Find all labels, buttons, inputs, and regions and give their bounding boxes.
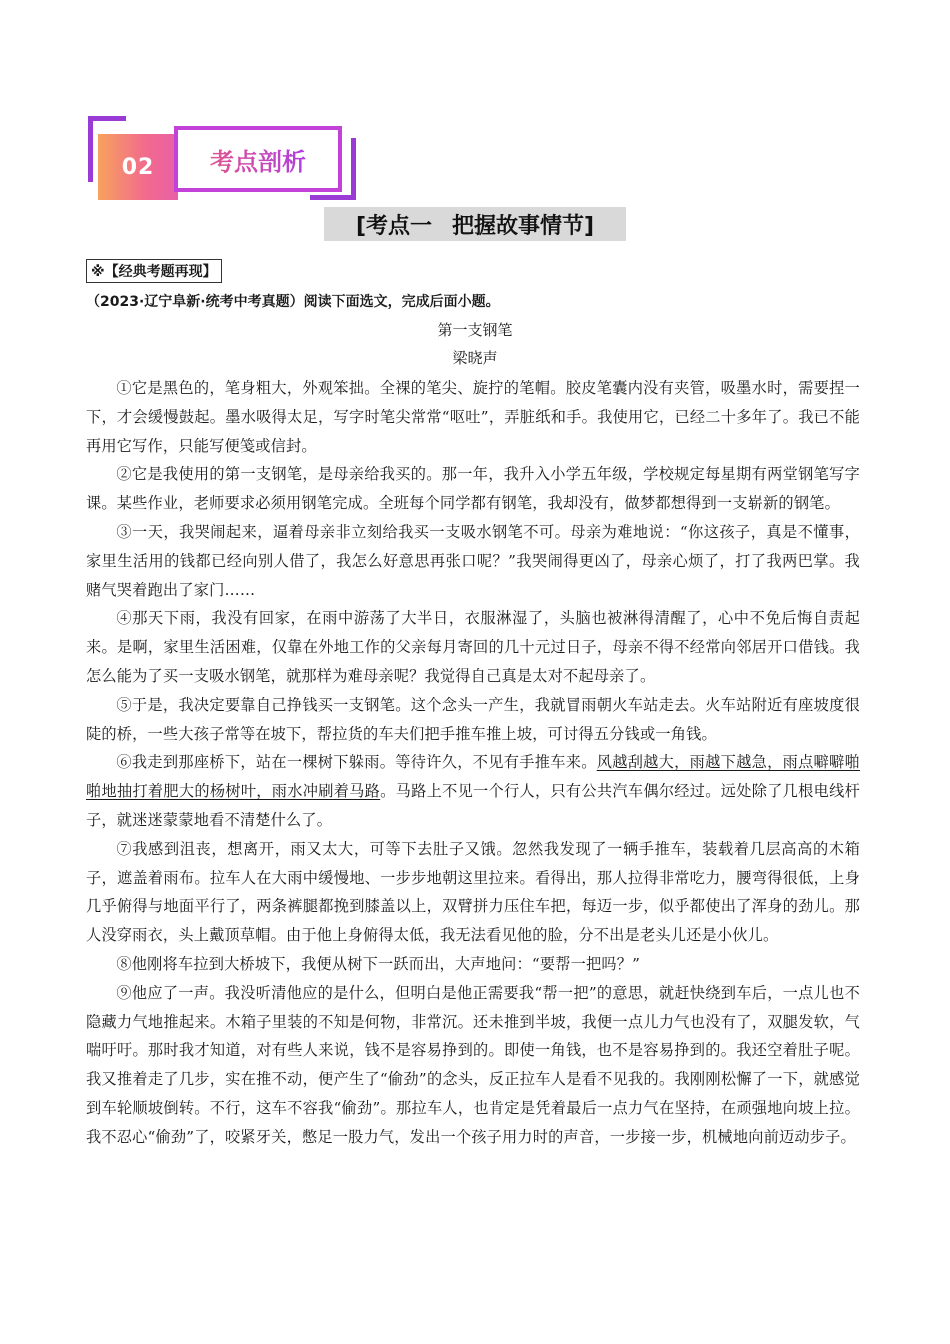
paragraph-6	[86, 748, 860, 834]
paragraph-6-after: 。马路上不见一个行人，只有公共汽车偶尔经过。远处除了几根电线杆子，就迷迷蒙蒙地看不清楚什么了。	[86, 782, 860, 829]
article-title: 第一支钢笔	[437, 321, 513, 339]
section-number: 02	[98, 134, 178, 200]
paragraph-7: ⑦我感到沮丧，想离开，雨又太大，可等下去肚子又饿。忽然我发现了一辆手推车，装载着几层高高的木箱子，遮盖着雨布。拉车人在大雨中缓慢地、一步步地朝这里拉来。看得出，那人拉得非常吃力，腰弯得很低，上身几乎俯得与地面平行了，两条裤腿都挽到膝盖以上，双臂拼力压住车把，每迈一步，似乎都使出了浑身的劲儿。那人没穿雨衣，头上戴顶草帽。由于他上身俯得太低，我无法看见他的脸，分不出是老头儿还是小伙儿。	[86, 839, 860, 945]
kaodian-title	[324, 207, 626, 241]
paragraph-2: ②它是我使用的第一支钢笔，是母亲给我买的。那一年，我升入小学五年级，学校规定每星期有两堂钢笔写字课。某些作业，老师要求必须用钢笔完成。全班每个同学都有钢笔，我却没有，做梦都想得到一支崭新的钢笔。	[86, 465, 860, 513]
section-badge	[88, 116, 358, 200]
paragraph-8: ⑧他刚将车拉到大桥坡下，我便从树下一跃而出，大声地问：“要帮一把吗？”	[116, 954, 641, 973]
kaodian-title-part1: [考点一	[355, 213, 432, 239]
badge-frame-right	[310, 138, 356, 200]
kaodian-title-part2: 把握故事情节]	[452, 213, 595, 239]
underlined-sentence: 风越刮越大，雨越下越急，雨点噼噼啪啪地抽打着肥大的杨树叶，雨水冲刷着马路	[86, 753, 860, 801]
paragraph-4: ④那天下雨，我没有回家，在雨中游荡了大半日，衣服淋湿了，头脑也被淋得清醒了，心中不免后悔自责起来。是啊，家里生活困难，仅靠在外地工作的父亲每月寄回的几十元过日子，母亲不得不经常向邻居开口借钱。我怎么能为了买一支吸水钢笔，就那样为难母亲呢？我觉得自己真是太对不起母亲了。	[86, 609, 860, 685]
article-author: 梁晓声	[452, 349, 498, 367]
paragraph-6-before: ⑥我走到那座桥下，站在一棵树下躲雨。等待许久，不见有手推车来。	[116, 753, 597, 772]
paragraph-5: ⑤于是，我决定要靠自己挣钱买一支钢笔。这个念头一产生，我就冒雨朝火车站走去。火车站附近有座坡度很陡的桥，一些大孩子常等在坡下，帮拉货的车夫们把手推车推上坡，可讨得五分钱或一角钱。	[86, 695, 860, 743]
paragraph-3: ③一天，我哭闹起来，逼着母亲非立刻给我买一支吸水钢笔不可。母亲为难地说：“你这孩子，真是不懂事，家里生活用的钱都已经向别人借了，我怎么好意思再张口呢？”我哭闹得更凶了，母亲心烦了，打了我两巴掌。我赌气哭着跑出了家门……	[86, 522, 860, 599]
section-label: 考点剖析	[210, 142, 306, 177]
classic-exam-label: ※【经典考题再现】	[86, 259, 222, 283]
paragraph-1: ①它是黑色的，笔身粗大，外观笨拙。全裸的笔尖、旋拧的笔帽。胶皮笔囊内没有夹管，吸墨水时，需要捏一下，才会缓慢鼓起。墨水吸得太足，写字时笔尖常常“呕吐”，弄脏纸和手。我使用它，已经二十多年了。我已不能再用它写作，只能写便笺或信封。	[86, 379, 860, 455]
question-intro: （2023·辽宁阜新·统考中考真题）阅读下面选文，完成后面小题。	[86, 294, 500, 310]
article-body	[86, 374, 860, 1152]
paragraph-9: ⑨他应了一声。我没听清他应的是什么，但明白是他正需要我“帮一把”的意思，就赶快绕到车后，一点儿也不隐藏力气地推起来。木箱子里装的不知是何物，非常沉。还未推到半坡，我便一点儿力气也没有了，双腿发软，气喘吁吁。那时我才知道，对有些人来说，钱不是容易挣到的。即使一角钱，也不是容易挣到的。我还空着肚子呢。我又推着走了几步，实在推不动，便产生了“偷劲”的念头，反正拉车人是看不见我的。我刚刚松懈了一下，就感觉到车轮顺坡倒转。不行，这车不容我“偷劲”。那拉车人，也肯定是凭着最后一点力气在坚持，在顽强地向坡上拉。我不忍心“偷劲”了，咬紧牙关，憋足一股力气，发出一个孩子用力时的声音，一步接一步，机械地向前迈动步子。	[86, 983, 860, 1146]
